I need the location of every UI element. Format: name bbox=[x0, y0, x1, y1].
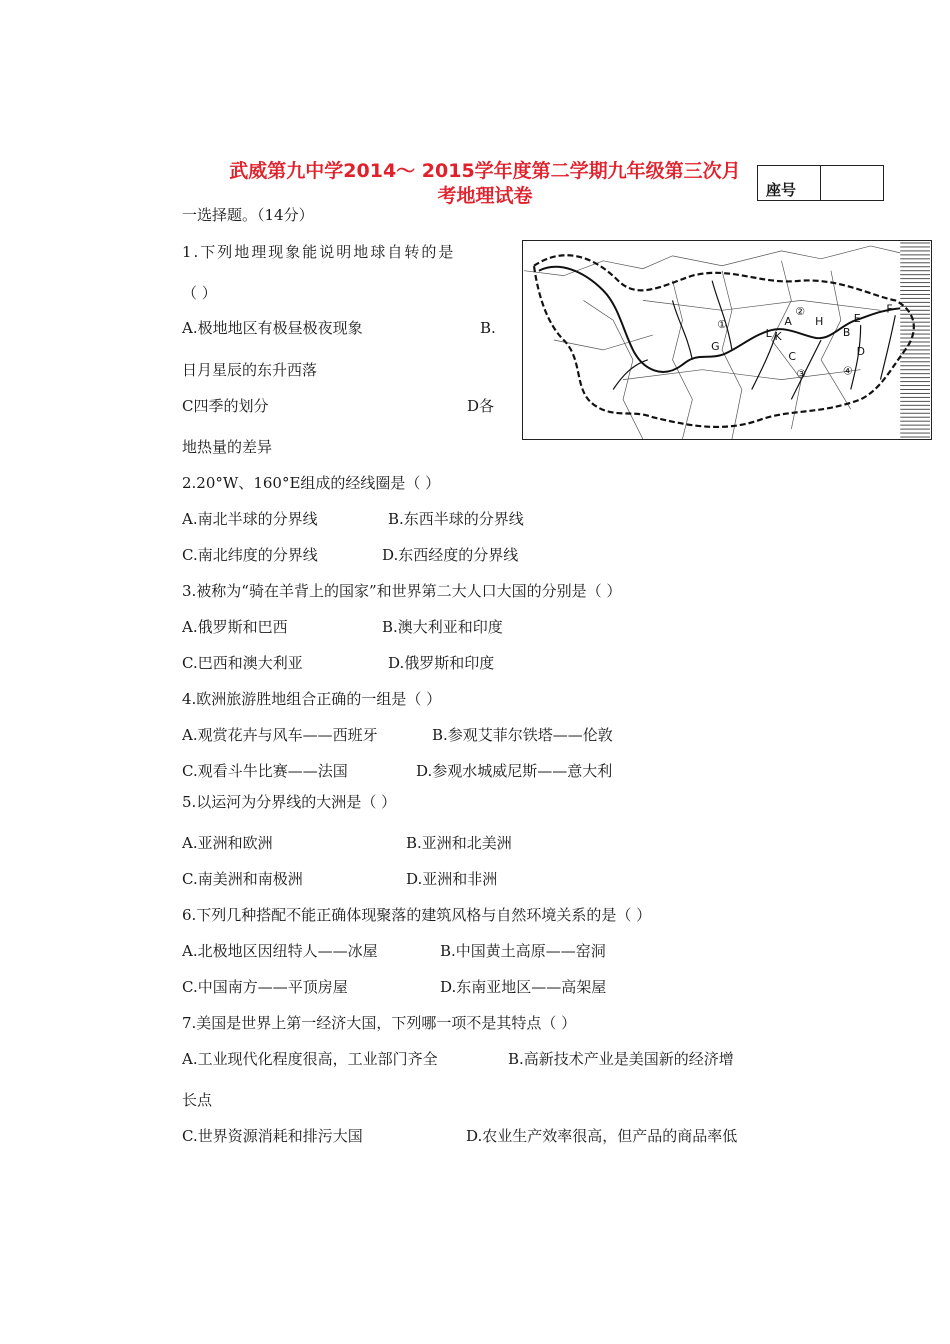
map-label-g: G bbox=[711, 339, 720, 353]
seat-label: 座号 bbox=[766, 181, 797, 199]
q7-option-b: B.高新技术产业是美国新的经济增 bbox=[508, 1050, 734, 1068]
tributaries bbox=[613, 281, 895, 400]
river-basin-map bbox=[522, 240, 932, 440]
q3-option-d: D.俄罗斯和印度 bbox=[388, 654, 495, 672]
q2-option-a: A.南北半球的分界线 bbox=[182, 510, 318, 528]
seat-number-box bbox=[757, 165, 884, 201]
q6-stem: 6.下列几种搭配不能正确体现聚落的建筑风格与自然环境关系的是（ ） bbox=[182, 906, 652, 924]
q7-option-b-continued: 长点 bbox=[182, 1091, 213, 1109]
q2-stem: 2.20°W、160°E组成的经线圈是（ ） bbox=[182, 474, 441, 492]
q1-stem: 1.下列地理现象能说明地球自转的是 bbox=[182, 243, 456, 261]
q1-option-b-prefix: B. bbox=[480, 319, 496, 337]
q6-option-b: B.中国黄土高原——窑洞 bbox=[440, 942, 606, 960]
section-heading: 一选择题。（14分） bbox=[182, 206, 314, 224]
q3-stem: 3.被称为“骑在羊背上的国家”和世界第二大人口大国的分别是（ ） bbox=[182, 582, 622, 600]
q1-option-a: A.极地地区有极昼极夜现象 bbox=[182, 319, 363, 337]
q2-option-c: C.南北纬度的分界线 bbox=[182, 546, 318, 564]
seat-value-cell[interactable] bbox=[821, 166, 883, 200]
seat-label-cell bbox=[758, 166, 821, 200]
sea-hatch-area bbox=[900, 241, 930, 439]
q7-option-c: C.世界资源消耗和排污大国 bbox=[182, 1127, 363, 1145]
map-label-a: A bbox=[784, 315, 792, 329]
q4-option-b: B.参观艾菲尔铁塔——伦敦 bbox=[432, 726, 613, 744]
q2-option-d: D.东西经度的分界线 bbox=[382, 546, 519, 564]
q4-option-a: A.观赏花卉与风车——西班牙 bbox=[182, 726, 378, 744]
map-label-h: H bbox=[815, 315, 824, 329]
map-label-e: E bbox=[853, 312, 861, 326]
q4-stem: 4.欧洲旅游胜地组合正确的一组是（ ） bbox=[182, 690, 442, 708]
q3-option-a: A.俄罗斯和巴西 bbox=[182, 618, 288, 636]
q4-option-c: C.观看斗牛比赛——法国 bbox=[182, 762, 348, 780]
q7-stem: 7.美国是世界上第一经济大国，下列哪一项不是其特点（ ） bbox=[182, 1014, 577, 1032]
q5-option-b: B.亚洲和北美洲 bbox=[406, 834, 512, 852]
q1-option-b: 日月星辰的东升西落 bbox=[182, 361, 318, 379]
exam-title-line1: 武威第九中学2014～ 2015学年度第二学期九年级第三次月 bbox=[229, 160, 741, 182]
map-label-f: F bbox=[886, 302, 893, 316]
map-label-c4: ④ bbox=[842, 364, 853, 378]
map-label-c1: ① bbox=[717, 318, 727, 332]
q3-option-b: B.澳大利亚和印度 bbox=[382, 618, 503, 636]
map-label-c3: ③ bbox=[796, 367, 807, 381]
q5-option-c: C.南美洲和南极洲 bbox=[182, 870, 303, 888]
q2-option-b: B.东西半球的分界线 bbox=[388, 510, 524, 528]
q6-option-a: A.北极地区因纽特人——冰屋 bbox=[182, 942, 378, 960]
exam-title-line2: 考地理试卷 bbox=[437, 185, 533, 207]
map-label-c: C bbox=[788, 349, 796, 363]
map-label-c2: ② bbox=[795, 305, 806, 319]
q7-option-a: A.工业现代化程度很高，工业部门齐全 bbox=[182, 1050, 438, 1068]
q6-option-c: C.中国南方——平顶房屋 bbox=[182, 978, 348, 996]
q7-option-d: D.农业生产效率很高，但产品的商品率低 bbox=[466, 1127, 738, 1145]
q5-stem: 5.以运河为分界线的大洲是（ ） bbox=[182, 793, 397, 811]
map-label-l: L bbox=[765, 327, 772, 341]
map-drawing bbox=[523, 241, 931, 439]
q1-option-d-prefix: D各 bbox=[467, 397, 495, 415]
map-label-b: B bbox=[842, 326, 851, 340]
q3-option-c: C.巴西和澳大利亚 bbox=[182, 654, 303, 672]
map-label-k: K bbox=[774, 330, 782, 343]
q5-option-a: A.亚洲和欧洲 bbox=[182, 834, 273, 852]
q1-stem-blank: （ ） bbox=[182, 284, 217, 302]
map-label-d: D bbox=[856, 344, 866, 358]
q6-option-d: D.东南亚地区——高架屋 bbox=[440, 978, 607, 996]
q1-option-d: 地热量的差异 bbox=[182, 438, 273, 456]
q5-option-d: D.亚洲和非洲 bbox=[406, 870, 498, 888]
q1-option-c: C四季的划分 bbox=[182, 397, 269, 415]
q4-option-d: D.参观水城威尼斯——意大利 bbox=[416, 762, 613, 780]
